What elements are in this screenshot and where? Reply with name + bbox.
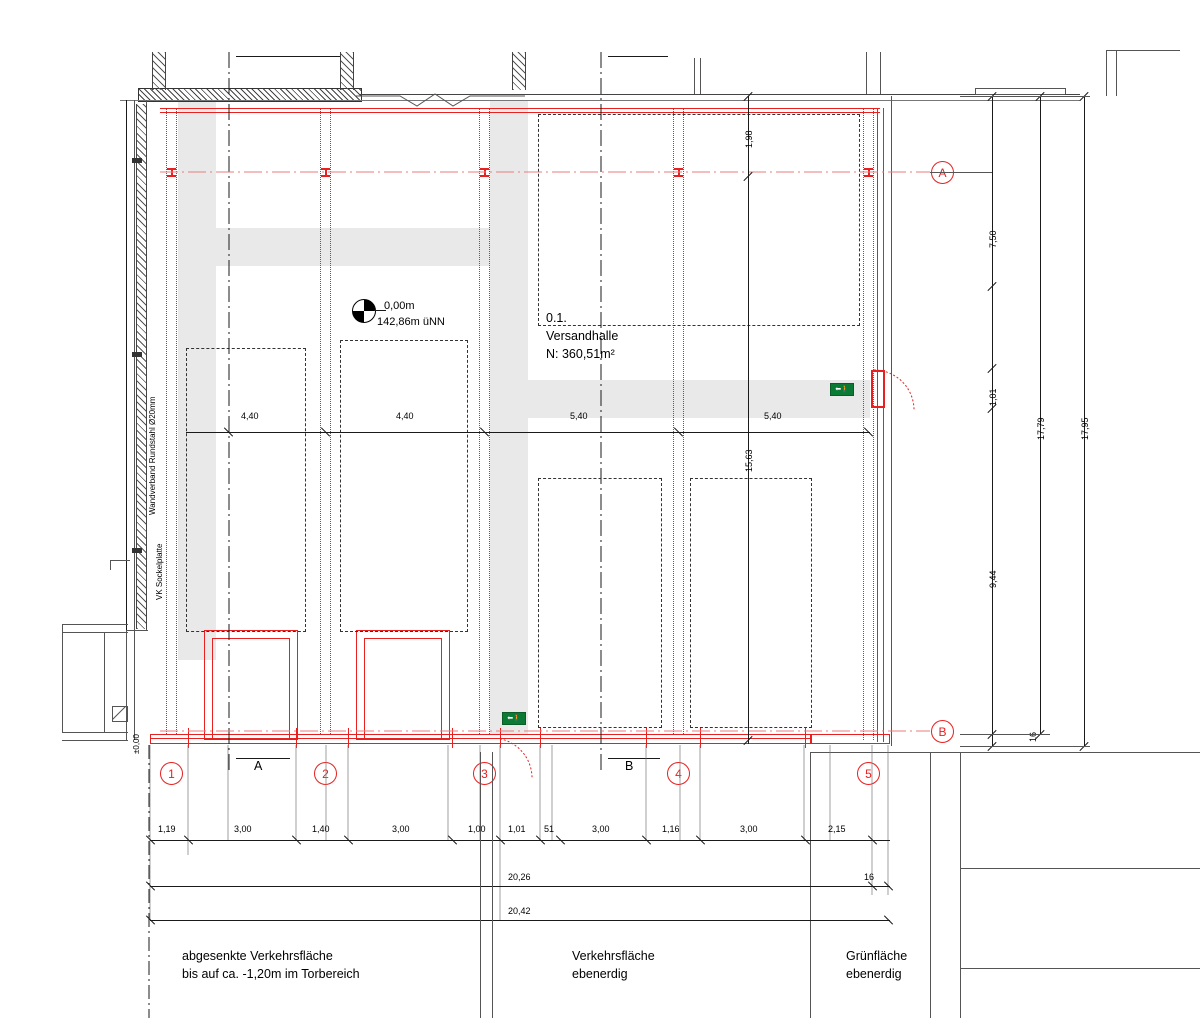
- site-line-right-h3: [960, 968, 1200, 969]
- bottom-projection-lines: [140, 745, 900, 925]
- wall-band-label: Wandverband Rundstahl Ø20mm: [148, 396, 157, 515]
- grid-bubble-a[interactable]: A: [931, 161, 954, 184]
- roof-connector-1: [152, 52, 166, 90]
- room-area: N: 360,51m²: [546, 347, 615, 361]
- grid-bubble-b[interactable]: B: [931, 720, 954, 743]
- site-line-right-v2: [960, 752, 961, 1018]
- ramp-top-2: [62, 632, 128, 633]
- roof-connector-5: [866, 52, 867, 94]
- bottom-left-marker: ±0,00: [132, 734, 141, 754]
- roof-edge-top: [1106, 50, 1180, 51]
- inner-vdim-1: 1,98: [744, 130, 754, 148]
- circulation-fill-vertical-mid: [490, 100, 528, 740]
- bdim-label-0: 1,19: [158, 824, 176, 834]
- grid-bubble-1[interactable]: 1: [160, 762, 183, 785]
- left-wall-jog-v: [126, 630, 127, 740]
- level-value: 0,00m: [384, 300, 415, 312]
- bdim-label-10: 2,15: [828, 824, 846, 834]
- ramp-inner-v: [104, 632, 105, 732]
- exit-sign-bottom-icon: ⬅🚶: [502, 712, 526, 725]
- right-dim-16: 16: [1028, 731, 1038, 742]
- roof-edge-right-2: [1116, 50, 1117, 96]
- area-note-divider-1: [148, 745, 150, 1018]
- inner-dim-3: 5,40: [570, 411, 588, 421]
- bdim-label-2: 1,40: [312, 824, 330, 834]
- circulation-fill-horizontal: [178, 228, 528, 266]
- red-axis-1b: [176, 108, 177, 740]
- wall-anchor-1: [132, 158, 142, 163]
- door-side-label: VK Sockelplatte: [155, 543, 164, 600]
- red-wall-right-2: [883, 108, 884, 742]
- roof-connector-5b: [880, 52, 881, 94]
- level-reference: 142,86m üNN: [377, 316, 445, 328]
- room-number: 0.1.: [546, 311, 567, 325]
- bottom-subtotal-right: 16: [864, 872, 875, 882]
- roof-right-band-l: [975, 88, 976, 94]
- ramp-top: [62, 624, 128, 625]
- gate-1-inner: [212, 638, 290, 740]
- bdim-label-8: 1,16: [662, 824, 680, 834]
- grid-bubble-5[interactable]: 5: [857, 762, 880, 785]
- ramp-left: [62, 624, 63, 732]
- right-dim-101: 1,01: [988, 388, 998, 406]
- red-axis-2b: [330, 108, 331, 740]
- right-dim-750: 7,50: [988, 230, 998, 248]
- inner-dim-2: 4,40: [396, 411, 414, 421]
- red-axis-5a: [863, 108, 864, 740]
- inner-vdim-2: 15,63: [744, 449, 754, 472]
- centerline-axis-a-vertical: [228, 52, 230, 772]
- bdim-label-7: 3,00: [592, 824, 610, 834]
- right-dim-944: 9,44: [988, 570, 998, 588]
- room-name: Versandhalle: [546, 329, 619, 343]
- left-wall-inner-1: [134, 100, 135, 740]
- area-note-3-line1: Grünfläche: [846, 949, 908, 963]
- zone-top-right: [538, 114, 860, 326]
- red-beam-top-2: [160, 112, 880, 113]
- right-helper-bottom: [960, 746, 1090, 747]
- axis-b-line: [160, 730, 930, 732]
- right-dim-total2: 17,95: [1080, 417, 1090, 440]
- right-dim-chain1-line: [992, 96, 993, 746]
- right-dim-total1: 17,79: [1036, 417, 1046, 440]
- wall-anchor-3: [132, 548, 142, 553]
- red-axis-1a: [166, 108, 167, 740]
- bottom-subtotal: 20,26: [508, 872, 531, 882]
- ramp-corner-diag: [112, 706, 126, 720]
- area-note-2-line1: Verkehrsfläche: [572, 949, 655, 963]
- section-a-top-bar: [236, 56, 340, 57]
- zone-mid-left-1: [186, 348, 306, 632]
- red-axis-2a: [320, 108, 321, 740]
- area-note-1-line1: abgesenkte Verkehrsfläche: [182, 949, 333, 963]
- section-label-a: A: [254, 759, 263, 773]
- bottom-total-line: [150, 920, 890, 921]
- site-line-right-v1: [930, 752, 931, 1018]
- area-note-1-line2: bis auf ca. -1,20m im Torbereich: [182, 967, 360, 981]
- left-wall-step: [110, 560, 130, 561]
- bdim-label-4: 1,00: [468, 824, 486, 834]
- bottom-dim-chain-line: [150, 840, 890, 841]
- circulation-fill-horizontal-2: [490, 380, 870, 418]
- roof-edge-right: [1106, 50, 1107, 96]
- right-helper-top: [960, 96, 1090, 97]
- ramp-bottom: [62, 732, 128, 733]
- bdim-label-3: 3,00: [392, 824, 410, 834]
- roof-connector-4b: [700, 58, 701, 94]
- area-note-divider-2b: [492, 752, 493, 1018]
- section-b-top-bar: [608, 56, 668, 57]
- inner-vdim-line: [748, 96, 749, 744]
- area-note-divider-2: [480, 752, 481, 1018]
- roof-connector-3: [512, 52, 526, 90]
- right-dim-total1-line: [1040, 96, 1041, 734]
- red-axis-3a: [479, 108, 480, 740]
- wall-anchor-2: [132, 352, 142, 357]
- red-axis-3b: [489, 108, 490, 740]
- axis-a-line: [160, 171, 930, 173]
- right-helper-b: [960, 734, 1050, 735]
- bdim-label-5: 1,01: [508, 824, 526, 834]
- site-line-right-h2: [960, 868, 1200, 869]
- door-right-leaf: [871, 370, 885, 408]
- roof-right-band: [975, 88, 1065, 89]
- level-symbol-icon: [352, 299, 376, 323]
- bottom-total: 20,42: [508, 906, 531, 916]
- gate-2-inner: [364, 638, 442, 740]
- left-wall-jog-top: [126, 630, 148, 631]
- exit-sign-right-icon: ⬅🚶: [830, 383, 854, 396]
- grid-bubble-2[interactable]: 2: [314, 762, 337, 785]
- inner-dim-1: 4,40: [241, 411, 259, 421]
- zone-bottom-2: [690, 478, 812, 728]
- inner-dim-4: 5,40: [764, 411, 782, 421]
- area-note-2-line2: ebenerdig: [572, 967, 628, 981]
- bdim-label-1: 3,00: [234, 824, 252, 834]
- gray-wall-right-outer: [891, 96, 892, 746]
- grid-bubble-4[interactable]: 4: [667, 762, 690, 785]
- section-label-b: B: [625, 759, 634, 773]
- red-wall-bottom-right: [810, 734, 890, 744]
- roof-right-band-r: [1065, 88, 1066, 94]
- bdim-label-6: 51: [544, 824, 555, 834]
- area-note-3-line2: ebenerdig: [846, 967, 902, 981]
- red-wall-right: [877, 108, 878, 742]
- right-helper-a: [930, 172, 992, 173]
- roof-connector-2: [340, 52, 354, 90]
- centerline-axis-b-vertical: [600, 52, 602, 772]
- bdim-label-9: 3,00: [740, 824, 758, 834]
- red-beam-top: [160, 108, 880, 109]
- ramp-bottom-2: [62, 740, 128, 741]
- bottom-subtotal-line: [150, 886, 890, 887]
- red-axis-5b: [873, 108, 874, 740]
- zone-mid-left-2: [340, 340, 468, 632]
- roof-right-band-2: [975, 94, 1065, 95]
- grid-bubble-3[interactable]: 3: [473, 762, 496, 785]
- inner-dim-line: [186, 432, 870, 433]
- left-wall-step-v: [110, 560, 111, 570]
- roof-connector-4: [694, 58, 695, 94]
